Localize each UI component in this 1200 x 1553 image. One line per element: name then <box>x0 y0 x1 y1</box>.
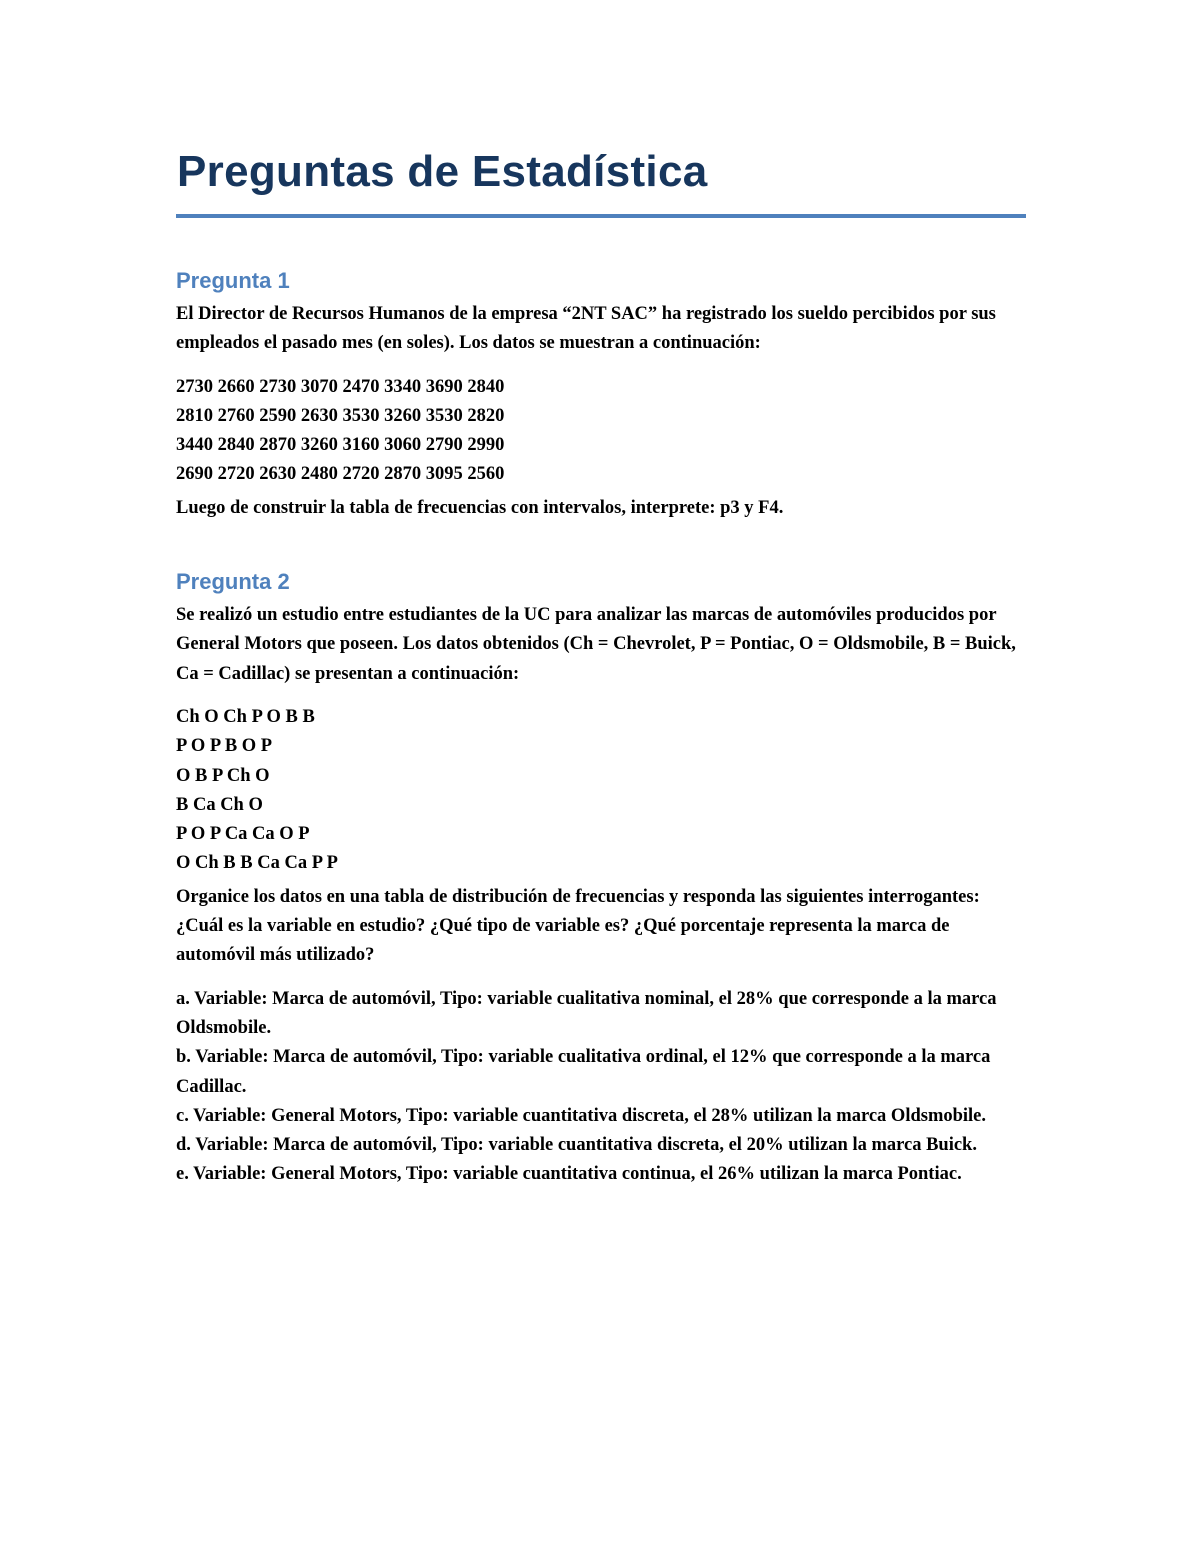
question-2-heading: Pregunta 2 <box>176 569 290 595</box>
question-2-data <box>176 703 1026 879</box>
question-1-data <box>176 373 1026 490</box>
document-page <box>176 140 1026 1190</box>
question-2-prompt: ¿Cuál es la variable en estudio? ¿Qué tipo de variable es? ¿Qué porcentaje representa la marca de automóvil más utilizado? <box>176 916 950 966</box>
question-2-instruction: Organice los datos en una tabla de distribución de frecuencias y responda las siguientes interrogantes: <box>176 886 980 907</box>
data-row: P O P Ca Ca O P <box>176 824 310 845</box>
data-row: 2810 2760 2590 2630 3530 3260 3530 2820 <box>176 405 505 426</box>
data-row: O Ch B B Ca Ca P P <box>176 853 338 874</box>
question-1-section <box>176 266 1026 523</box>
question-1-intro: El Director de Recursos Humanos de la empresa “2NT SAC” ha registrado los sueldo percibidos por sus empleados el pasado mes (en soles). Los datos se muestran a continuación: <box>176 304 996 354</box>
data-row: P O P B O P <box>176 736 273 757</box>
answer-option-b: b. Variable: Marca de automóvil, Tipo: variable cualitativa ordinal, el 12% que corresponde a la marca Cadillac. <box>176 1047 991 1097</box>
question-1-prompt: Luego de construir la tabla de frecuencias con intervalos, interprete: p3 y F4. <box>176 497 784 518</box>
question-2-section <box>176 567 1026 1190</box>
data-row: Ch O Ch P O B B <box>176 706 315 727</box>
answer-options <box>176 985 1026 1190</box>
question-1-heading: Pregunta 1 <box>176 268 290 293</box>
question-2-intro: Se realizó un estudio entre estudiantes de la UC para analizar las marcas de automóviles producidos por General Motors que poseen. Los datos obtenidos (Ch = Chevrolet, P = Pontiac, O = Oldsmobile, B = Buick, Ca = Cadillac) se presentan a continuación: <box>176 605 1016 684</box>
data-row: B Ca Ch O <box>176 794 263 815</box>
answer-option-d: d. Variable: Marca de automóvil, Tipo: variable cuantitativa discreta, el 20% utilizan la marca Buick. <box>176 1135 977 1156</box>
document-title: Preguntas de Estadística <box>176 140 1026 218</box>
answer-option-e: e. Variable: General Motors, Tipo: variable cuantitativa continua, el 26% utilizan la marca Pontiac. <box>176 1164 962 1185</box>
data-row: O B P Ch O <box>176 765 270 786</box>
data-row: 3440 2840 2870 3260 3160 3060 2790 2990 <box>176 435 505 456</box>
answer-option-a: a. Variable: Marca de automóvil, Tipo: variable cualitativa nominal, el 28% que corresponde a la marca Oldsmobile. <box>176 988 997 1038</box>
data-row: 2730 2660 2730 3070 2470 3340 3690 2840 <box>176 376 505 397</box>
answer-option-c: c. Variable: General Motors, Tipo: variable cuantitativa discreta, el 28% utilizan la marca Oldsmobile. <box>176 1105 987 1126</box>
data-row: 2690 2720 2630 2480 2720 2870 3095 2560 <box>176 464 505 485</box>
